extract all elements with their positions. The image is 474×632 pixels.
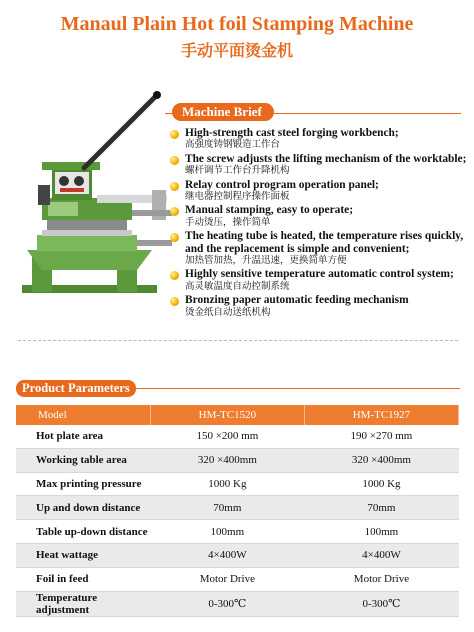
row-label: Max printing pressure (16, 472, 150, 496)
row-value: 0-300℃ (150, 591, 304, 616)
machine-image (12, 80, 182, 330)
brief-item (170, 268, 468, 293)
row-value: 1000 Kg (150, 472, 304, 496)
row-value: 4×400W (150, 543, 304, 567)
page-subtitle: 手动平面烫金机 (180, 41, 293, 60)
brief-item-en: Relay control program operation panel; (185, 178, 379, 191)
brief-item-zh: 高灵敏温度自动控制系统 (185, 280, 290, 292)
brief-item-zh: 烫金纸自动送纸机构 (185, 306, 271, 318)
row-value: 70mm (304, 496, 458, 520)
brief-item-en: Bronzing paper automatic feeding mechanism (185, 294, 409, 307)
bullet-icon (170, 207, 179, 216)
brief-item-zh: 继电器控制程序操作面板 (185, 191, 290, 203)
table-row (16, 425, 459, 448)
bullet-icon (170, 271, 179, 280)
table-row (16, 591, 459, 616)
brief-item (170, 153, 468, 178)
row-value: 4×400W (304, 543, 458, 567)
brief-item-zh: 高强度铸钢锻造工作台 (185, 139, 281, 151)
brief-item (170, 294, 468, 319)
row-label: Working table area (16, 448, 150, 472)
brief-list (170, 127, 468, 320)
brief-item-zh: 螺杆调节工作台升降机构 (185, 165, 290, 177)
table-row (16, 496, 459, 520)
brief-item (170, 204, 468, 229)
row-value: 1000 Kg (304, 472, 458, 496)
row-label: Heat wattage (16, 543, 150, 567)
table-row (16, 543, 459, 567)
row-label: Foil in feed (16, 567, 150, 591)
brief-item-en: High-strength cast steel forging workbench; (185, 127, 399, 139)
brief-item-zh: 加热管加热，升温迅速，更换简单方便 (185, 255, 347, 267)
machine-brief-heading: Machine Brief (172, 103, 274, 121)
brief-item-en: The screw adjusts the lifting mechanism of the worktable; (185, 152, 467, 165)
row-value: 100mm (150, 520, 304, 544)
bullet-icon (170, 182, 179, 191)
bullet-icon (170, 297, 179, 306)
page-title: Manaul Plain Hot foil Stamping Machine (60, 13, 414, 35)
bullet-icon (170, 156, 179, 165)
bullet-icon (170, 233, 179, 242)
row-value: Motor Drive (304, 567, 458, 591)
table-row (16, 567, 459, 591)
column-header-model: Model (16, 405, 150, 425)
brief-item-en: Highly sensitive temperature automatic control system; (185, 268, 454, 281)
row-value: 150 ×200 mm (150, 425, 304, 448)
row-value: Motor Drive (150, 567, 304, 591)
row-value: 190 ×270 mm (304, 425, 458, 448)
row-label: Up and down distance (16, 496, 150, 520)
column-header-model-1: HM-TC1520 (150, 405, 304, 425)
parameters-table (16, 405, 459, 617)
row-label: Table up-down distance (16, 520, 150, 544)
table-row (16, 520, 459, 544)
table-row (16, 472, 459, 496)
table-row (16, 448, 459, 472)
brief-item (170, 230, 468, 267)
product-parameters-heading: Product Parameters (16, 380, 136, 397)
row-value: 320 ×400mm (304, 448, 458, 472)
row-label: Hot plate area (16, 425, 150, 448)
bullet-icon (170, 130, 179, 139)
row-value: 0-300℃ (304, 591, 458, 616)
column-header-model-2: HM-TC1927 (304, 405, 458, 425)
row-label: Temperature adjustment (16, 591, 150, 616)
row-value: 70mm (150, 496, 304, 520)
table-header-row (16, 405, 459, 425)
row-value: 100mm (304, 520, 458, 544)
brief-item-en: Manual stamping, easy to operate; (185, 204, 354, 217)
row-value: 320 ×400mm (150, 448, 304, 472)
section-divider (18, 340, 458, 341)
brief-item-en: The heating tube is heated, the temperature rises quickly, and the replacement is simple and convenient; (185, 230, 464, 255)
brief-item-zh: 手动烫压，操作简单 (185, 216, 271, 228)
brief-item (170, 179, 468, 204)
brief-item (170, 127, 468, 152)
